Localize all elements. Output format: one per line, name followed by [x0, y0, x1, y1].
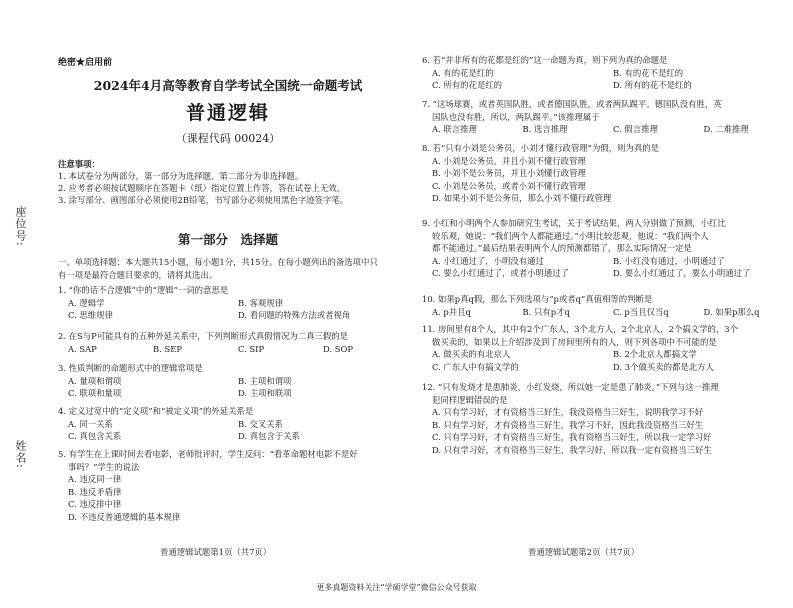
- option: B. 只有p才q: [522, 306, 570, 317]
- option: B. 客观规律: [238, 297, 283, 308]
- option: A. 违反同一律: [68, 474, 122, 484]
- question-10: [422, 293, 784, 318]
- option: C. p当且仅当q: [613, 306, 669, 317]
- option: B. 选言推理: [522, 124, 568, 134]
- option: D. 二难推理: [703, 124, 749, 134]
- question-stem: 8. 若“只有小刘是公务员，小刘才懂行政管理”为假，则为真的是: [422, 143, 659, 153]
- question-11: [422, 323, 784, 373]
- option: D. 不违反普通逻辑的基本规律: [68, 511, 181, 522]
- option: D. 要么小红通过了，要么小明通过了: [613, 268, 751, 278]
- section-intro: [58, 256, 398, 281]
- question-stem-continued: 国队也没有胜，所以，两队踢平。”该推理属于: [432, 111, 600, 122]
- notes-section: [58, 158, 398, 206]
- question-7: [422, 98, 784, 136]
- question-stem-continued: 较乐观，她说：“我们两个人都能通过。”小明比较悲观，他说：“我们两个人: [432, 230, 709, 241]
- question-5: [58, 448, 398, 523]
- option: C. 广东人中有搞文学的: [432, 361, 519, 372]
- part-title: 第一部分 选择题: [177, 232, 278, 247]
- question-stem: 5. 有学生在上课时间去看电影，老师批评时，学生反问：“看革命题材电影不是好: [58, 449, 358, 459]
- option: D. 看问题的特殊方法或者视角: [238, 310, 351, 320]
- subject-title: 普通逻辑: [185, 102, 270, 124]
- question-4: [58, 405, 398, 443]
- option: D. 所有的花不是红的: [613, 80, 692, 90]
- option: B. 交叉关系: [238, 418, 283, 429]
- question-stem: 11. 房间里有8个人，其中有2个广东人，3个北方人，2个北京人，2个搞文学的，3个: [422, 324, 738, 334]
- question-stem: 2. 在S与P可能具有的五种外延关系中，下列判断形式真假情况为二真三假的是: [58, 331, 349, 341]
- bottom-note: 更多真题资料关注“学硕学堂”微信公众号获取: [316, 583, 477, 592]
- option: B. SEP: [153, 343, 182, 354]
- option: A. 有的花是红的: [432, 67, 494, 78]
- option: C. 所有的花是红的: [432, 80, 503, 90]
- option: C. 要么小红通过了，或者小明通过了: [432, 268, 570, 278]
- page-footer: 普通逻辑试题第2页（共7页）: [528, 547, 640, 557]
- option: B. 小刘不是公务员，并且小刘懂行政管理: [432, 168, 586, 178]
- page-footer: 普通逻辑试题第1页（共7页）: [160, 547, 272, 557]
- question-stem: 3. 性质判断的命题形式中的逻辑常项是: [58, 363, 203, 373]
- option: B. 主项和谓项: [238, 375, 292, 386]
- option: A. SAP: [68, 343, 97, 354]
- name-label: 姓名:: [14, 440, 27, 469]
- option: A. 联言推理: [432, 124, 477, 134]
- option: D. 如果p那么q: [703, 306, 760, 317]
- option: A. 逻辑学: [68, 297, 105, 308]
- option: B. 只有学习好，才有资格当三好生，我学习不好，因此我没资格当三好生: [432, 419, 704, 430]
- question-stem: 1. “你的话不合逻辑”中的“逻辑”一词的意思是: [58, 285, 229, 295]
- option: A. 做买卖的有北京人: [432, 349, 511, 359]
- option: D. 3个做买卖的都是北方人: [613, 361, 714, 372]
- question-stem: 7. “这场球赛，或者英国队胜，或者德国队胜，或者两队踢平。德国队没有胜，英: [422, 99, 722, 109]
- option: C. 假言推理: [613, 124, 658, 134]
- question-stem-continued: 做买卖的，如果以上介绍涉及到了房间里所有的人，则下列各项中不可能的是: [432, 336, 717, 347]
- question-stem-continued: 犯同样逻辑错误的是: [432, 394, 508, 405]
- option: A. p并且q: [432, 306, 471, 317]
- option: B. 小红没有通过，小明通过了: [613, 255, 725, 266]
- intro-line: 一、单项选择题：本大题共15小题，每小题1分，共15分。在每小题列出的备选项中只: [58, 257, 378, 267]
- question-stem-continued: 事吗？”学生的说法: [68, 461, 140, 472]
- option: D. 如果小刘不是公务员，那么小刘不懂行政管理: [432, 193, 612, 203]
- notes-item: 3. 涂写部分、画图部分必须使用2B铅笔，书写部分必须使用黑色字迹签字笔。: [58, 195, 349, 205]
- course-code: （课程代码 00024）: [175, 132, 281, 145]
- question-stem: 4. 定义过宽中的“定义项”和“被定义项”的外延关系是: [58, 406, 254, 416]
- question-stem: 10. 如果p真q假，那么下列选项与“p或者q”真值相等的判断是: [422, 294, 653, 304]
- option: A. 同一关系: [68, 418, 113, 429]
- option: B. 有的花不是红的: [613, 67, 684, 78]
- option: D. SOP: [323, 343, 353, 354]
- confidential-mark: 绝密★启用前: [58, 58, 113, 68]
- option: C. 联项和量项: [68, 388, 122, 398]
- exam-title: 2024年4月高等教育自学考试全国统一命题考试: [93, 78, 363, 93]
- option: A. 量项和谓项: [68, 375, 122, 386]
- question-2: [58, 330, 398, 355]
- option: B. 违反矛盾律: [68, 486, 122, 497]
- option: C. 真包含关系: [68, 431, 122, 441]
- option: A. 小刘是公务员，并且小刘不懂行政管理: [432, 155, 586, 166]
- option: C. 违反排中律: [68, 499, 122, 509]
- option: C. 小刘是公务员，或者小刘不懂行政管理: [432, 180, 586, 191]
- intro-line: 有一项是最符合题目要求的，请将其选出。: [58, 269, 218, 280]
- question-stem: 12. “只有发烧才是患肺炎，小红发烧，所以她一定是患了肺炎。”下列与这一推理: [422, 382, 719, 392]
- notes-item: 2. 应考者必须按试题顺序在答题卡（纸）指定位置上作答，答在试卷上无效。: [58, 183, 346, 193]
- question-stem-continued: 都不能通过。”最后结果表明两个人的预测都错了，那么实际情况一定是: [432, 243, 692, 253]
- notes-item: 1. 本试卷分为两部分，第一部分为选择题，第二部分为非选择题。: [58, 171, 304, 181]
- option: C. 只有学习好，才有资格当三好生，我有资格当三好生，所以我一定学习好: [432, 432, 712, 442]
- option: D. 真包含于关系: [238, 431, 300, 441]
- option: B. 2个北京人都搞文学: [613, 349, 697, 359]
- question-6: [422, 54, 784, 92]
- question-1: [58, 284, 398, 322]
- option: D. 只有学习好，才有资格当三好生，我学习好，所以我一定有资格当三好生: [432, 444, 712, 455]
- option: A. 只有学习好，才有资格当三好生，我没资格当三好生，说明我学习不好: [432, 407, 703, 417]
- option: C. 思维规律: [68, 310, 113, 320]
- question-stem: 6. 若“并非所有的花都是红的”这一命题为真，则下列为真的命题是: [422, 55, 668, 65]
- question-8: [422, 142, 784, 205]
- option: D. 主项和联项: [238, 388, 292, 398]
- question-stem: 9. 小红和小明两个人参加研究生考试，关于考试结果，两人分别做了预测，小红比: [422, 218, 726, 228]
- question-9: [422, 217, 784, 280]
- option: A. 小红通过了，小明没有通过: [432, 255, 544, 266]
- notes-heading: 注意事项：: [58, 159, 100, 169]
- option: C. SIP: [238, 343, 265, 354]
- question-3: [58, 362, 398, 400]
- question-12: [422, 381, 784, 456]
- seat-number-label: 座位号:: [14, 206, 27, 247]
